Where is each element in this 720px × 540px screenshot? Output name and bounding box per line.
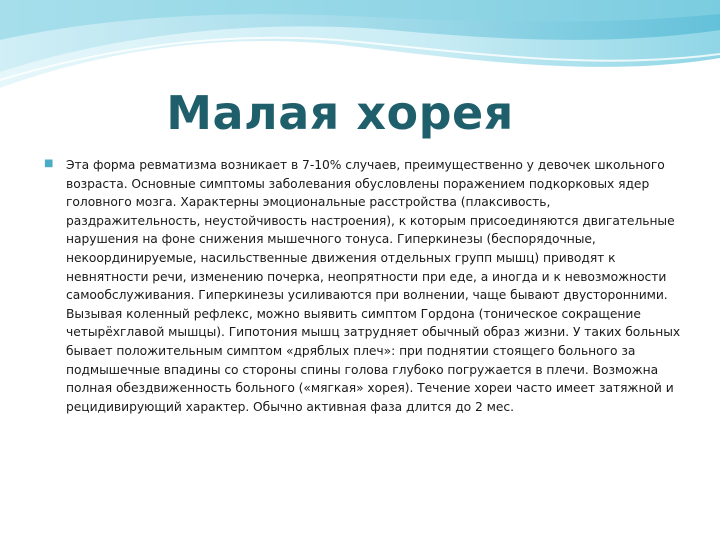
bullet-item bbox=[44, 156, 684, 416]
content-area bbox=[44, 156, 684, 416]
body-paragraph: Эта форма ревматизма возникает в 7-10% случаев, преимущественно у девочек школьного возраста. Основные симптомы заболевания обусловлены поражением подкорковых ядер головного мозга. Характерны эмоциональные расстройства (плаксивость, раздражительность, неустойчивость настроения), к которым присоединяются двигательные нарушения на фоне снижения мышечного тонуса. Гиперкинезы (беспорядочные, некоординируемые, насильственные движения отдельных групп мышц) приводят к невнятности речи, изменению почерка, неопрятности при еде, а иногда и к невозможности самообслуживания. Гиперкинезы усиливаются при волнении, чаще бывают двусторонними. Вызывая коленный рефлекс, можно выявить симптом Гордона (тоническое сокращение четырёхглавой мышцы). Гипотония мышц затрудняет обычный образ жизни. У таких больных бывает положительным симптом «дряблых плеч»: при поднятии стоящего больного за подмышечные впадины со стороны спины голова глубоко погружается в плечи. Возможна полная обездвиженность больного («мягкая» хорея). Течение хореи часто имеет затяжной и рецидивирующий характер. Обычно активная фаза длится до 2 мес. bbox=[66, 158, 681, 414]
bullet-square-icon: ■ bbox=[44, 158, 54, 169]
slide-title: Малая хорея bbox=[166, 86, 514, 140]
